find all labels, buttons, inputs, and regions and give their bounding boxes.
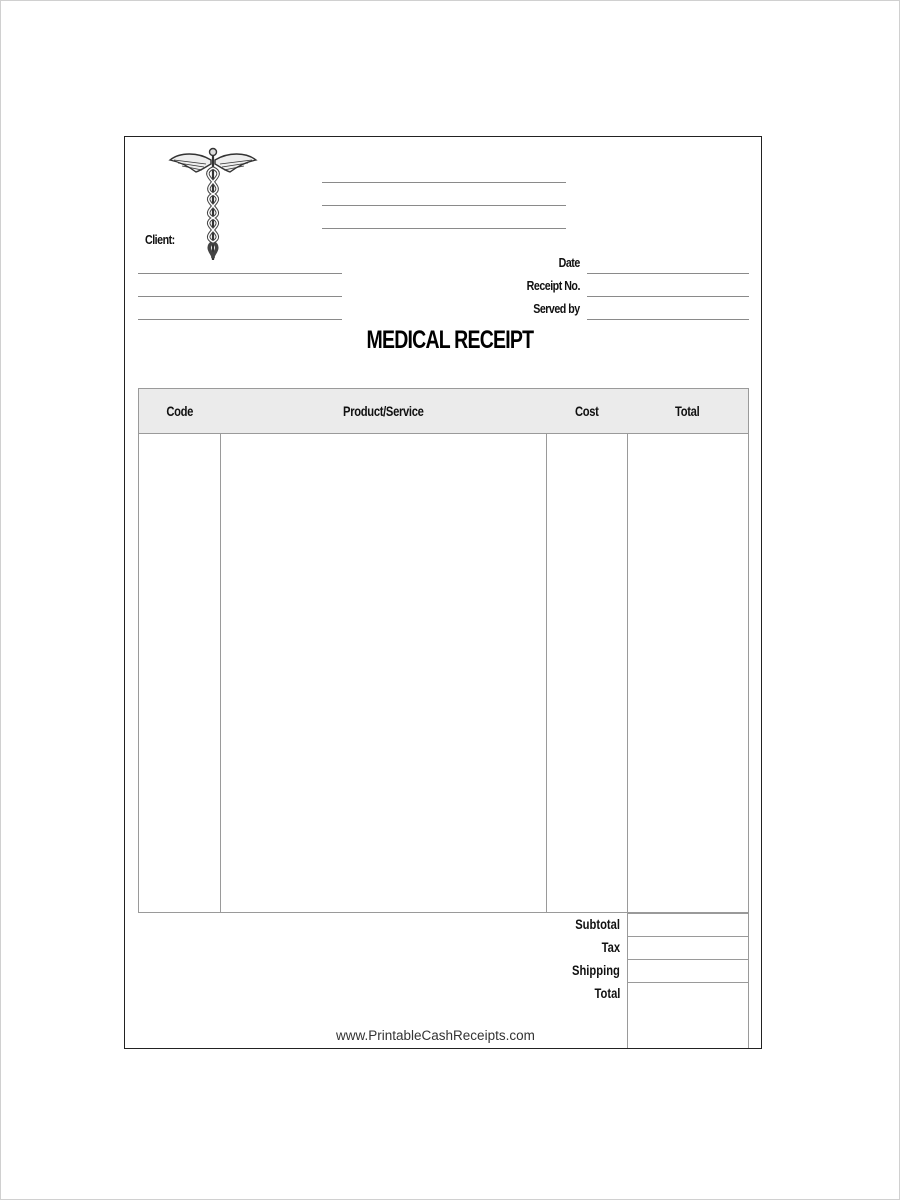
total-label: Total xyxy=(594,985,620,1001)
served-by-label: Served by xyxy=(533,301,580,316)
client-line-2[interactable] xyxy=(138,296,342,297)
shipping-label: Shipping xyxy=(572,962,620,978)
product-service-column[interactable] xyxy=(220,433,547,913)
header-code: Code xyxy=(138,388,221,434)
total-field[interactable] xyxy=(627,982,749,1048)
address-line-3[interactable] xyxy=(322,228,566,229)
tax-label: Tax xyxy=(601,939,620,955)
date-label: Date xyxy=(558,255,580,270)
header-product-service: Product/Service xyxy=(220,388,547,434)
footer-url: www.PrintableCashReceipts.com xyxy=(336,1028,535,1043)
served-by-field[interactable] xyxy=(587,319,749,320)
address-line-2[interactable] xyxy=(322,205,566,206)
address-line-1[interactable] xyxy=(322,182,566,183)
date-field[interactable] xyxy=(587,273,749,274)
receipt-no-field[interactable] xyxy=(587,296,749,297)
client-line-1[interactable] xyxy=(138,273,342,274)
total-column[interactable] xyxy=(627,433,749,913)
header-total: Total xyxy=(627,388,749,434)
caduceus-icon xyxy=(166,146,260,264)
tax-field[interactable] xyxy=(627,936,749,960)
code-column[interactable] xyxy=(138,433,221,913)
cost-column[interactable] xyxy=(546,433,628,913)
receipt-no-label: Receipt No. xyxy=(526,278,580,293)
shipping-field[interactable] xyxy=(627,959,749,983)
header-cost: Cost xyxy=(546,388,628,434)
page-title: MEDICAL RECEIPT xyxy=(366,326,534,354)
client-label: Client: xyxy=(145,232,175,247)
subtotal-field[interactable] xyxy=(627,913,749,937)
subtotal-label: Subtotal xyxy=(575,916,620,932)
client-line-3[interactable] xyxy=(138,319,342,320)
